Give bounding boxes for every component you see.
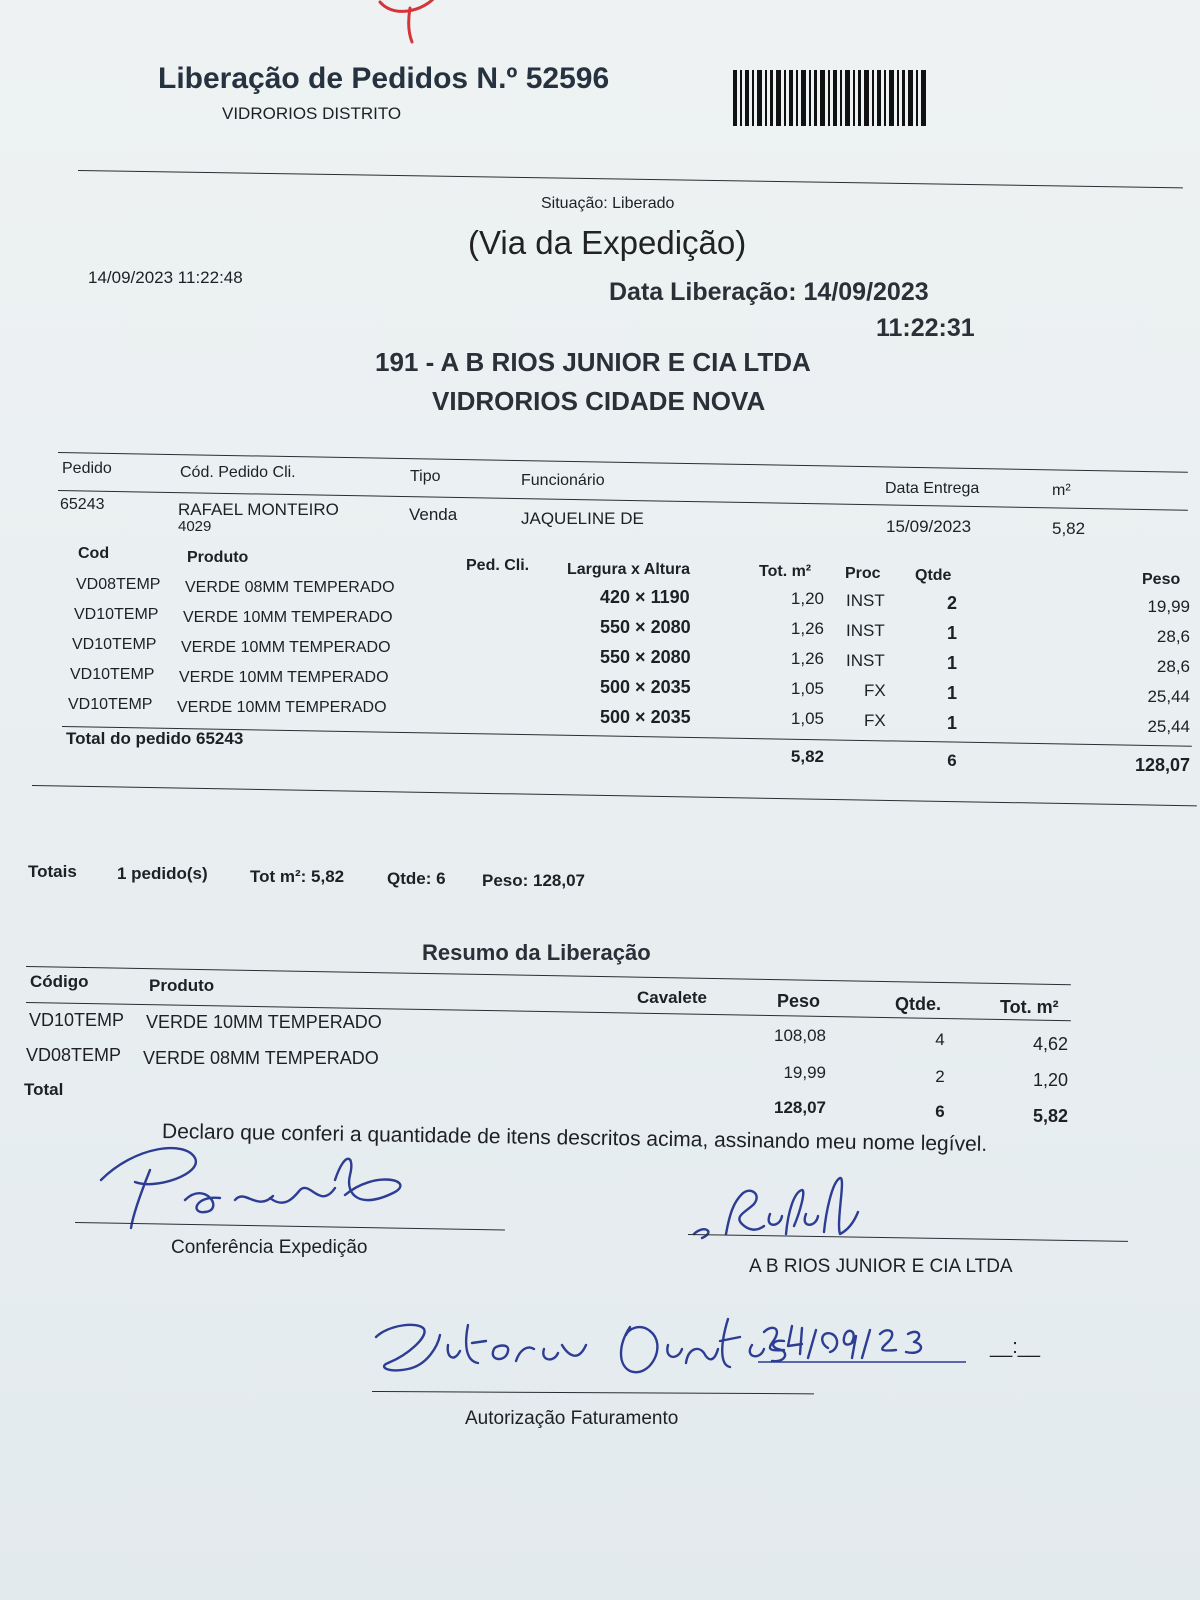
item-tot-m2: 1,26 <box>790 649 824 668</box>
declaration-text: Declaro que conferi a quantidade de itens descritos acima, assinando meu nome legível. <box>161 1120 988 1156</box>
release-time: 11:22:31 <box>876 314 975 342</box>
item-proc: INST <box>846 621 885 640</box>
pedido-value: 65243 <box>60 496 105 513</box>
item-dims: 500 × 2035 <box>600 677 691 697</box>
item-cod: VD10TEMP <box>72 636 157 653</box>
items-col-qtde: Qtde <box>915 567 952 584</box>
signature-label-conferencia: Conferência Expedição <box>171 1237 368 1258</box>
item-cod: VD10TEMP <box>68 696 153 713</box>
items-col-dims: Largura x Altura <box>567 561 690 578</box>
barcode-icon <box>733 70 926 126</box>
branch-subtitle: VIDRORIOS DISTRITO <box>222 104 402 123</box>
item-tot-m2: 1,05 <box>790 709 824 728</box>
items-col-peso: Peso <box>1142 571 1181 588</box>
item-cod: VD10TEMP <box>74 606 159 623</box>
print-timestamp: 14/09/2023 11:22:48 <box>88 268 243 287</box>
item-proc: FX <box>864 681 886 700</box>
item-tot-m2: 1,26 <box>790 619 824 638</box>
order-end-rule <box>32 785 1197 806</box>
summary-tot-m2: 1,20 <box>1032 1070 1068 1090</box>
totals-label: Totais <box>28 862 77 881</box>
totals-m2: Tot m²: 5,82 <box>250 867 345 886</box>
handwritten-date <box>758 1322 970 1368</box>
red-pen-mark-icon <box>370 0 460 50</box>
item-proc: INST <box>846 651 885 670</box>
summary-total-m2: 5,82 <box>1032 1106 1068 1126</box>
item-tot-m2: 1,05 <box>790 679 824 698</box>
time-blank: __:__ <box>990 1336 1041 1358</box>
copy-label: (Via da Expedição) <box>468 224 747 261</box>
order-total-label: Total do pedido 65243 <box>66 729 244 748</box>
col-data-entrega-header: Data Entrega <box>885 480 980 497</box>
item-qtde: 1 <box>946 713 957 733</box>
item-produto: VERDE 08MM TEMPERADO <box>185 579 395 596</box>
summary-total-label: Total <box>24 1080 64 1099</box>
item-dims: 500 × 2035 <box>600 707 691 727</box>
item-peso: 25,44 <box>1147 717 1190 736</box>
item-dims: 550 × 2080 <box>600 647 691 667</box>
summary-col-cavalete: Cavalete <box>637 988 707 1007</box>
item-produto: VERDE 10MM TEMPERADO <box>179 669 389 686</box>
summary-col-codigo: Código <box>30 972 89 991</box>
summary-col-produto: Produto <box>149 976 215 995</box>
summary-total-peso: 128,07 <box>774 1098 826 1117</box>
item-cod: VD08TEMP <box>76 576 161 593</box>
col-m2-header: m² <box>1052 482 1071 499</box>
item-peso: 28,6 <box>1156 627 1190 646</box>
summary-codigo: VD08TEMP <box>26 1045 122 1065</box>
cod-cli-value: RAFAEL MONTEIRO <box>178 500 339 519</box>
totals-peso: Peso: 128,07 <box>482 871 586 890</box>
summary-qtde: 2 <box>935 1067 945 1086</box>
item-qtde: 2 <box>946 593 957 613</box>
items-col-ped-cli: Ped. Cli. <box>466 557 530 574</box>
tipo-value: Venda <box>409 505 458 524</box>
status-text: Situação: Liberado <box>541 195 675 212</box>
item-produto: VERDE 10MM TEMPERADO <box>183 609 393 626</box>
signature-label-cliente: A B RIOS JUNIOR E CIA LTDA <box>749 1256 1013 1277</box>
summary-peso: 19,99 <box>783 1063 826 1082</box>
summary-total-qtde: 6 <box>935 1102 945 1121</box>
item-qtde: 1 <box>946 683 957 703</box>
item-peso: 28,6 <box>1156 657 1190 676</box>
release-date: Data Liberação: 14/09/2023 <box>609 278 929 306</box>
m2-value: 5,82 <box>1052 519 1086 538</box>
funcionario-value: JAQUELINE DE <box>521 509 644 528</box>
signature-conferencia <box>95 1140 425 1230</box>
totals-pedidos: 1 pedido(s) <box>117 864 208 883</box>
item-cod: VD10TEMP <box>70 666 155 683</box>
item-dims: 420 × 1190 <box>600 587 690 607</box>
item-qtde: 1 <box>946 623 957 643</box>
item-produto: VERDE 10MM TEMPERADO <box>181 639 391 656</box>
item-dims: 550 × 2080 <box>600 617 691 637</box>
order-total-peso: 128,07 <box>1134 755 1190 775</box>
cod-cli-value-line2: 4029 <box>178 518 212 535</box>
summary-qtde: 4 <box>935 1030 945 1049</box>
signature-label-autorizacao: Autorização Faturamento <box>465 1408 679 1429</box>
summary-peso: 108,08 <box>774 1026 826 1045</box>
items-col-tot-m2: Tot. m² <box>759 563 812 580</box>
header-divider <box>78 170 1183 188</box>
summary-tot-m2: 4,62 <box>1032 1034 1068 1054</box>
col-cod-pedido-cli-header: Cód. Pedido Cli. <box>180 464 296 481</box>
col-funcionario-header: Funcionário <box>521 472 605 489</box>
summary-codigo: VD10TEMP <box>29 1010 125 1030</box>
item-proc: INST <box>846 591 885 610</box>
page-title: Liberação de Pedidos N.º 52596 <box>158 62 610 95</box>
summary-produto: VERDE 10MM TEMPERADO <box>146 1012 382 1032</box>
items-col-produto: Produto <box>187 549 249 566</box>
col-pedido-header: Pedido <box>62 460 112 477</box>
customer-name: 191 - A B RIOS JUNIOR E CIA LTDA <box>375 347 811 377</box>
store-name: VIDRORIOS CIDADE NOVA <box>432 386 766 416</box>
summary-col-peso: Peso <box>777 991 821 1011</box>
summary-col-qtde: Qtde. <box>895 994 942 1014</box>
item-qtde: 1 <box>946 653 957 673</box>
signature-cliente <box>690 1172 910 1252</box>
item-proc: FX <box>864 711 886 730</box>
summary-title: Resumo da Liberação <box>422 940 651 965</box>
item-peso: 19,99 <box>1147 597 1190 616</box>
order-total-m2: 5,82 <box>790 747 824 766</box>
item-produto: VERDE 10MM TEMPERADO <box>177 699 387 716</box>
items-col-cod: Cod <box>78 545 110 562</box>
item-peso: 25,44 <box>1147 687 1190 706</box>
totals-qtde: Qtde: 6 <box>387 869 446 888</box>
col-tipo-header: Tipo <box>410 468 441 485</box>
summary-col-tot-m2: Tot. m² <box>1000 997 1059 1017</box>
items-col-proc: Proc <box>845 565 881 582</box>
data-entrega-value: 15/09/2023 <box>886 517 972 536</box>
summary-produto: VERDE 08MM TEMPERADO <box>143 1048 379 1068</box>
order-total-qtde: 6 <box>947 751 957 770</box>
item-tot-m2: 1,20 <box>790 589 824 608</box>
